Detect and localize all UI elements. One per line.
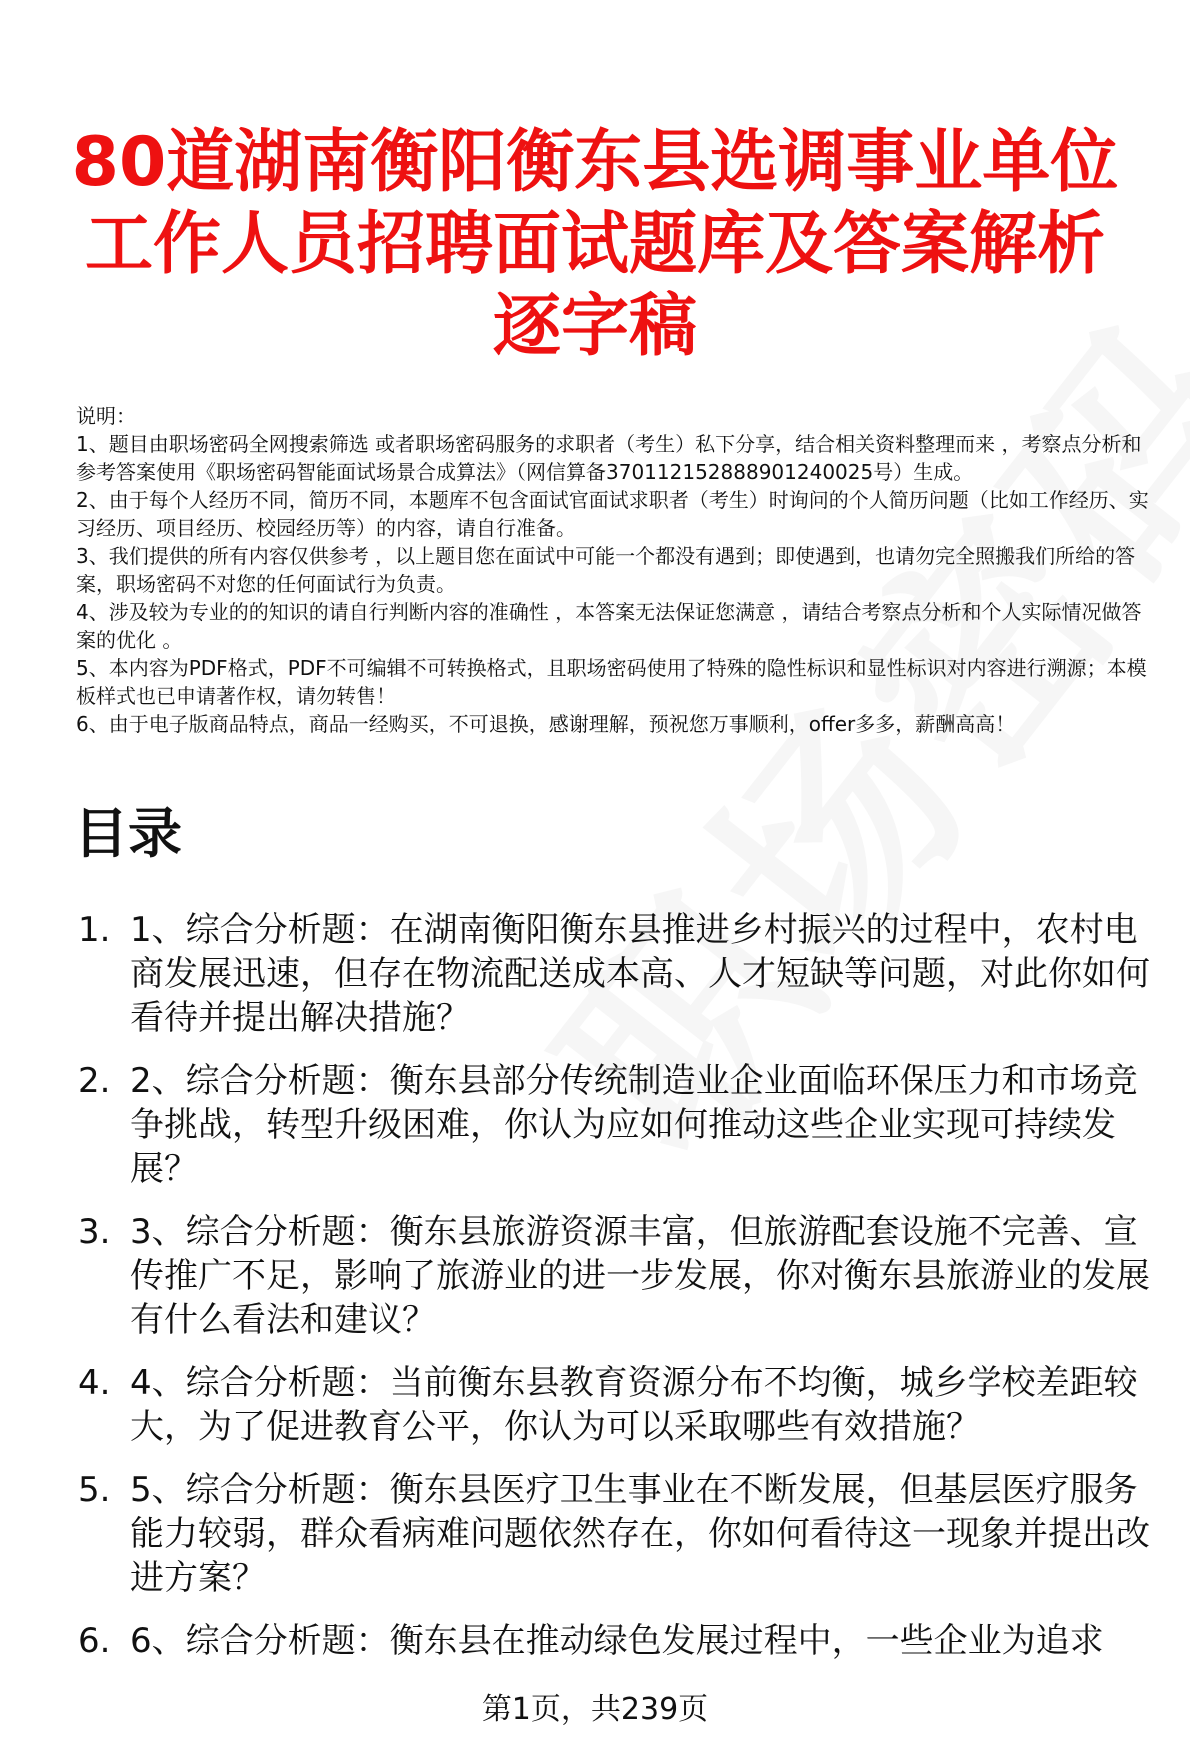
toc-item[interactable] bbox=[78, 1619, 1168, 1663]
toc-heading: 目录 bbox=[74, 802, 182, 865]
toc-item-number: 4. bbox=[78, 1363, 111, 1403]
toc-item-text: 4、综合分析题：当前衡东县教育资源分布不均衡，城乡学校差距较大，为了促进教育公平，你认为可以采取哪些有效措施？ bbox=[130, 1363, 1138, 1447]
document-title bbox=[60, 122, 1130, 368]
toc-item[interactable] bbox=[78, 1059, 1168, 1191]
title-line-3: 逐字稿 bbox=[492, 287, 697, 366]
toc-item-number: 6. bbox=[78, 1621, 111, 1661]
note-item: 5、本内容为PDF格式，PDF不可编辑不可转换格式，且职场密码使用了特殊的隐性标识和显性标识对内容进行溯源；本模板样式也已申请著作权，请勿转售！ bbox=[76, 656, 1147, 708]
note-item: 3、我们提供的所有内容仅供参考 ，以上题目您在面试中可能一个都没有遇到；即使遇到，也请勿完全照搬我们所给的答案，职场密码不对您的任何面试行为负责。 bbox=[76, 544, 1136, 596]
notes-heading: 说明： bbox=[76, 404, 136, 428]
note-item: 4、涉及较为专业的的知识的请自行判断内容的准确性 ，本答案无法保证您满意 ，请结合考察点分析和个人实际情况做答案的优化 。 bbox=[76, 600, 1142, 652]
page-footer: 第1页，共239页 bbox=[481, 1692, 709, 1727]
toc-item-text: 3、综合分析题：衡东县旅游资源丰富，但旅游配套设施不完善、宣传推广不足，影响了旅游业的进一步发展，你对衡东县旅游业的发展有什么看法和建议？ bbox=[130, 1212, 1150, 1340]
toc-list bbox=[78, 908, 1168, 1682]
toc-item-text: 2、综合分析题：衡东县部分传统制造业企业面临环保压力和市场竞争挑战，转型升级困难，你认为应如何推动这些企业实现可持续发展？ bbox=[130, 1061, 1138, 1189]
toc-item-text: 6、综合分析题：衡东县在推动绿色发展过程中，一些企业为追求 bbox=[130, 1621, 1104, 1661]
note-item: 2、由于每个人经历不同，简历不同，本题库不包含面试官面试求职者（考生）时询问的个人简历问题（比如工作经历、实习经历、项目经历、校园经历等）的内容，请自行准备。 bbox=[76, 488, 1149, 540]
toc-item-number: 1. bbox=[78, 910, 111, 950]
toc-item[interactable] bbox=[78, 1361, 1168, 1449]
toc-item[interactable] bbox=[78, 1468, 1168, 1600]
toc-item-text: 5、综合分析题：衡东县医疗卫生事业在不断发展，但基层医疗服务能力较弱，群众看病难问题依然存在，你如何看待这一现象并提出改进方案？ bbox=[130, 1470, 1150, 1598]
toc-item-number: 3. bbox=[78, 1212, 111, 1252]
note-item: 1、题目由职场密码全网搜索筛选 或者职场密码服务的求职者（考生）私下分享，结合相关资料整理而来 ，考察点分析和参考答案使用《职场密码智能面试场景合成算法》（网信算备370112152888901240025号）生成。 bbox=[76, 432, 1142, 484]
toc-item-number: 2. bbox=[78, 1061, 111, 1101]
title-line-1: 80道湖南衡阳衡东县选调事业单位 bbox=[71, 123, 1119, 202]
toc-item[interactable] bbox=[78, 1210, 1168, 1342]
note-item: 6、由于电子版商品特点，商品一经购买，不可退换，感谢理解，预祝您万事顺利，offer多多，薪酬高高！ bbox=[76, 712, 1016, 736]
toc-item-text: 1、综合分析题：在湖南衡阳衡东县推进乡村振兴的过程中，农村电商发展迅速，但存在物流配送成本高、人才短缺等问题，对此你如何看待并提出解决措施？ bbox=[130, 910, 1150, 1038]
toc-item[interactable] bbox=[78, 908, 1168, 1040]
title-line-2: 工作人员招聘面试题库及答案解析 bbox=[84, 205, 1105, 284]
toc-item-number: 5. bbox=[78, 1470, 111, 1510]
notes-section bbox=[76, 402, 1151, 738]
